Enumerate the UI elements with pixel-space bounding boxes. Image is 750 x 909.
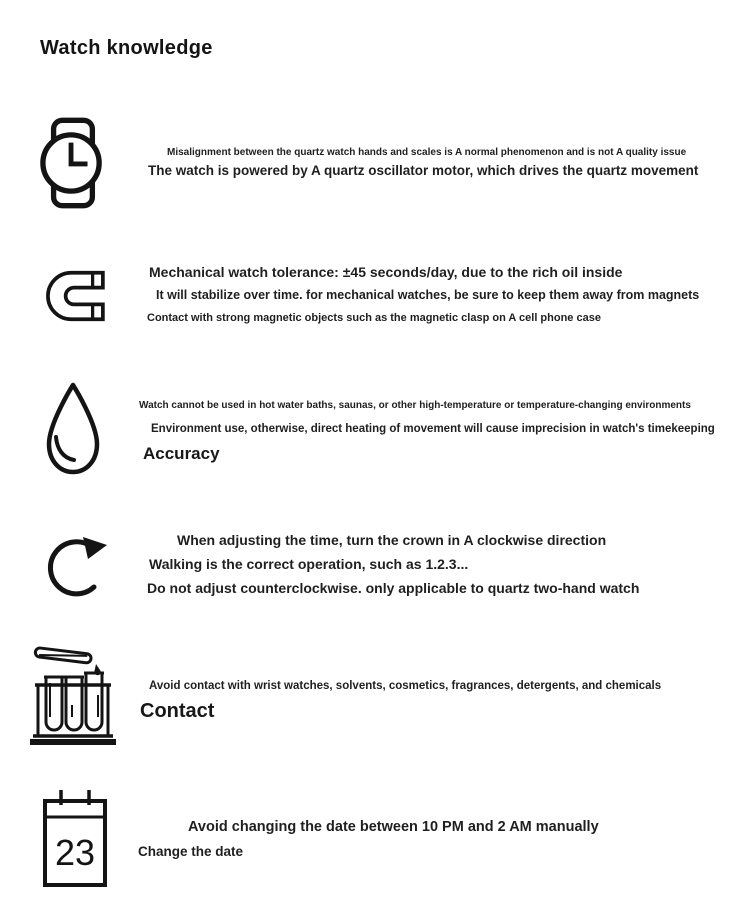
section-contact-line-1: Avoid contact with wrist watches, solvents, cosmetics, fragrances, detergents, and chemicals xyxy=(149,680,662,692)
section-magnet-line-2: It will stabilize over time. for mechanical watches, be sure to keep them away from magnets xyxy=(156,288,700,302)
section-crown-line-3: Do not adjust counterclockwise. only applicable to quartz two-hand watch xyxy=(147,580,640,596)
section-accuracy-heading: Accuracy xyxy=(143,444,220,463)
section-quartz-line-2: The watch is powered by A quartz oscillator motor, which drives the quartz movement xyxy=(148,163,699,178)
section-accuracy-line-1: Watch cannot be used in hot water baths, saunas, or other high-temperature or temperature-changing environments xyxy=(139,400,691,411)
magnet-icon xyxy=(42,269,106,323)
clockwise-arrow-icon xyxy=(40,524,116,608)
section-crown-line-2: Walking is the correct operation, such as 1.2.3... xyxy=(149,556,469,572)
water-drop-icon xyxy=(42,381,104,479)
section-date-line-2: Change the date xyxy=(138,844,244,859)
wristwatch-icon xyxy=(40,115,104,211)
section-crown-line-1: When adjusting the time, turn the crown in A clockwise direction xyxy=(177,532,607,548)
calendar-icon xyxy=(40,788,110,888)
section-magnet-line-1: Mechanical watch tolerance: ±45 seconds/day, due to the rich oil inside xyxy=(149,264,623,280)
section-accuracy-line-2: Environment use, otherwise, direct heating of movement will cause imprecision in watch's timekeeping xyxy=(151,423,715,435)
section-magnet-line-3: Contact with strong magnetic objects such as the magnetic clasp on A cell phone case xyxy=(147,312,601,324)
section-contact-heading: Contact xyxy=(140,700,215,722)
section-date-line-1: Avoid changing the date between 10 PM and 2 AM manually xyxy=(188,819,599,835)
section-quartz-line-1: Misalignment between the quartz watch hands and scales is A normal phenomenon and is not A quality issue xyxy=(167,147,687,158)
calendar-day-number: 23 xyxy=(54,832,96,873)
page-title: Watch knowledge xyxy=(40,37,213,59)
test-tubes-icon xyxy=(30,643,116,749)
